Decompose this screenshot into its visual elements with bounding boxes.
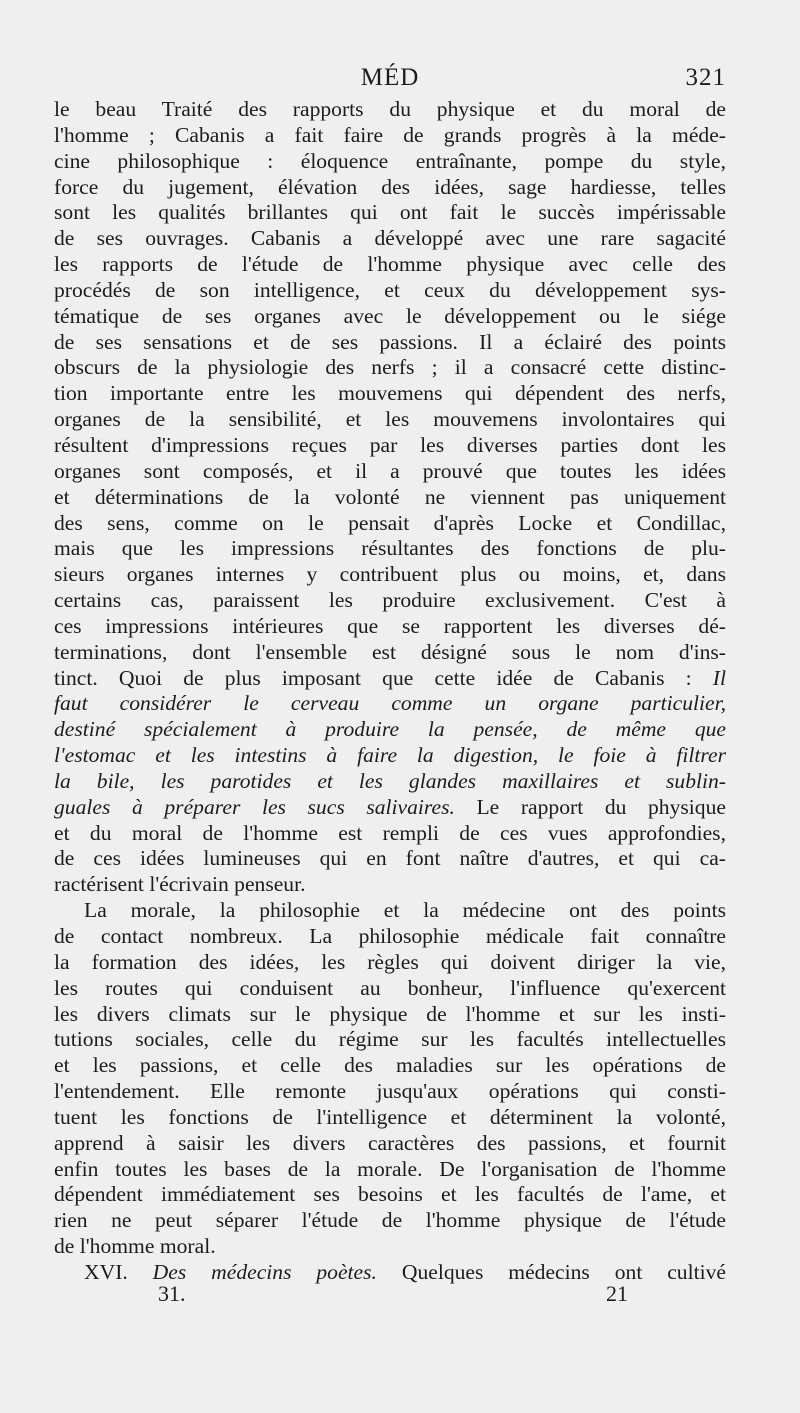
- page-footer: [54, 1281, 726, 1311]
- text-run: la bile, les parotides et les glandes maxillaires et sublin-: [54, 768, 726, 793]
- text-line: [54, 252, 726, 278]
- text-run: ractérisent l'écrivain penseur.: [54, 872, 306, 897]
- text-run: de ses ouvrages. Cabanis a développé avec une rare sagacité: [54, 226, 726, 251]
- text-run: force du jugement, élévation des idées, sage hardiesse, telles: [54, 174, 726, 199]
- text-run: résultent d'impressions reçues par les diverses parties dont les: [54, 432, 726, 457]
- text-run: de contact nombreux. La philosophie médicale fait connaître: [54, 924, 726, 948]
- text-line: [54, 1182, 726, 1208]
- text-line: [54, 278, 726, 304]
- text-line: [54, 691, 726, 717]
- text-body: [54, 97, 726, 1286]
- text-run: tuent les fonctions de l'intelligence et déterminent la volonté,: [54, 1104, 726, 1129]
- text-run: tinct. Quoi de plus imposant que cette idée de Cabanis :: [54, 665, 713, 690]
- text-run: dépendent immédiatement ses besoins et les facultés de l'ame, et: [54, 1182, 726, 1207]
- text-line: [54, 743, 726, 769]
- text-run: obscurs de la physiologie des nerfs ; il a consacré cette distinc-: [54, 355, 726, 380]
- text-line: [54, 1131, 726, 1157]
- text-run: de ses sensations et de ses passions. Il a éclairé des points: [54, 329, 726, 354]
- text-run: la formation des idées, les règles qui doivent diriger la vie,: [54, 949, 726, 974]
- text-line: [54, 1027, 726, 1053]
- text-line: [54, 717, 726, 743]
- text-line: [54, 459, 726, 485]
- page-number: 321: [685, 64, 726, 91]
- text-run: de l'homme moral.: [54, 1234, 216, 1259]
- text-run: sieurs organes internes y contribuent plus ou moins, et, dans: [54, 562, 726, 587]
- text-run: Le rapport du physique: [454, 794, 726, 819]
- text-line: [54, 640, 726, 666]
- text-run: Quelques médecins ont cultivé: [376, 1259, 726, 1284]
- text-line: [54, 1105, 726, 1131]
- text-run: procédés de son intelligence, et ceux du développement sys-: [54, 277, 726, 302]
- text-run: apprend à saisir les divers caractères des passions, et fournit: [54, 1130, 726, 1155]
- italic-text: Il: [712, 665, 726, 690]
- text-line: [54, 1002, 726, 1028]
- text-run: l'entendement. Elle remonte jusqu'aux opérations qui consti-: [54, 1079, 726, 1104]
- text-run: l'estomac et les intestins à faire la digestion, le foie à filtrer: [54, 743, 726, 768]
- text-line: [54, 898, 726, 924]
- text-run: des sens, comme on le pensait d'après Locke et Condillac,: [54, 510, 726, 535]
- text-run: et les passions, et celle des maladies sur les opérations de: [54, 1053, 726, 1078]
- text-run: sont les qualités brillantes qui ont fait le succès impérissable: [54, 200, 726, 225]
- text-run: organes de la sensibilité, et les mouvemens involontaires qui: [54, 407, 726, 432]
- text-line: [54, 1234, 726, 1260]
- text-run: l'homme ; Cabanis a fait faire de grands progrès à la méde-: [54, 122, 726, 147]
- text-line: [54, 433, 726, 459]
- text-line: [54, 562, 726, 588]
- text-line: [54, 175, 726, 201]
- text-run: tion importante entre les mouvemens qui dépendent des nerfs,: [54, 381, 726, 406]
- text-run: tématique de ses organes avec le développement ou le siége: [54, 303, 726, 328]
- text-line: [54, 872, 726, 898]
- text-line: [54, 1079, 726, 1105]
- text-run: La morale, la philosophie et la médecine ont des points: [84, 898, 726, 923]
- text-line: [54, 950, 726, 976]
- text-run: terminations, dont l'ensemble est désigné sous le nom d'ins-: [54, 639, 726, 664]
- text-run: enfin toutes les bases de la morale. De l'organisation de l'homme: [54, 1156, 726, 1181]
- text-line: [54, 924, 726, 950]
- text-run: cine philosophique : éloquence entraînante, pompe du style,: [54, 148, 726, 173]
- text-line: [54, 976, 726, 1002]
- signature-mark: 31.: [158, 1281, 186, 1306]
- text-line: [54, 200, 726, 226]
- text-run: faut considérer le cerveau comme un organe particulier,: [54, 691, 726, 716]
- text-run: le beau Traité des rapports du physique et du moral de: [54, 97, 726, 121]
- running-header: [54, 64, 726, 96]
- text-line: [54, 769, 726, 795]
- text-run: mais que les impressions résultantes des fonctions de plu-: [54, 536, 726, 561]
- text-line: [54, 846, 726, 872]
- text-line: [54, 536, 726, 562]
- text-line: [54, 511, 726, 537]
- text-line: [54, 666, 726, 692]
- text-line: [54, 304, 726, 330]
- text-line: [54, 407, 726, 433]
- running-title: MÉD: [360, 64, 420, 91]
- text-run: tutions sociales, celle du régime sur les facultés intellectuelles: [54, 1027, 726, 1052]
- text-run: et du moral de l'homme est rempli de ces vues approfondies,: [54, 820, 726, 845]
- sheet-number: 21: [606, 1281, 628, 1306]
- text-line: [54, 1157, 726, 1183]
- text-run: les routes qui conduisent au bonheur, l'influence qu'exercent: [54, 975, 726, 1000]
- text-run: destiné spécialement à produire la pensée, de même que: [54, 717, 726, 742]
- text-run: les rapports de l'étude de l'homme physique avec celle des: [54, 252, 726, 277]
- text-line: [54, 795, 726, 821]
- text-run: certains cas, paraissent les produire exclusivement. C'est à: [54, 588, 726, 613]
- text-run: organes sont composés, et il a prouvé que toutes les idées: [54, 458, 726, 483]
- text-run: et déterminations de la volonté ne viennent pas uniquement: [54, 484, 726, 509]
- text-run: XVI.: [84, 1259, 153, 1284]
- text-line: [54, 97, 726, 123]
- text-line: [54, 821, 726, 847]
- italic-text: Des médecins poètes.: [152, 1259, 377, 1284]
- text-line: [54, 1053, 726, 1079]
- text-line: [54, 1208, 726, 1234]
- text-line: [54, 226, 726, 252]
- text-line: [54, 381, 726, 407]
- text-line: [54, 588, 726, 614]
- text-line: [54, 614, 726, 640]
- text-run: de ces idées lumineuses qui en font naître d'autres, et qui ca-: [54, 846, 726, 871]
- text-line: [54, 149, 726, 175]
- text-run: rien ne peut séparer l'étude de l'homme physique de l'étude: [54, 1208, 726, 1233]
- text-line: [54, 485, 726, 511]
- text-line: [54, 330, 726, 356]
- text-line: [54, 355, 726, 381]
- italic-text: guales à préparer les sucs salivaires.: [54, 794, 455, 819]
- text-run: les divers climats sur le physique de l'homme et sur les insti-: [54, 1001, 726, 1026]
- text-line: [54, 123, 726, 149]
- text-run: ces impressions intérieures que se rapportent les diverses dé-: [54, 613, 726, 638]
